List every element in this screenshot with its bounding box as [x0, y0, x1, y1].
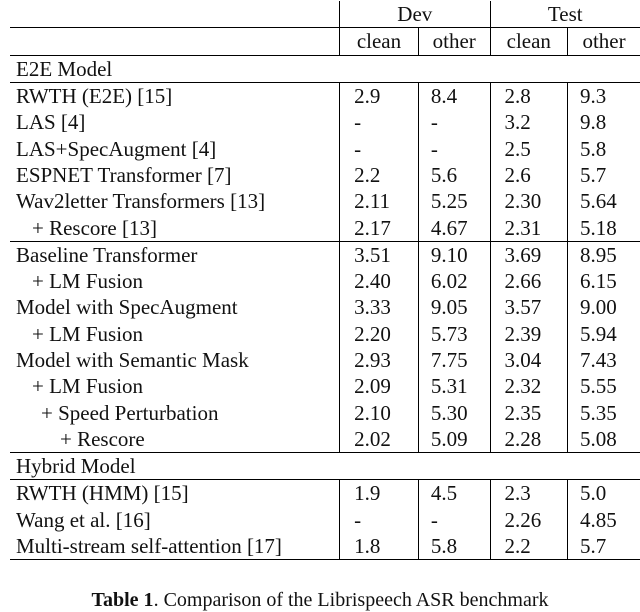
header-row-splits — [10, 1, 640, 28]
test-other-cell: 4.85 — [580, 507, 617, 532]
model-cell: Model with Semantic Mask — [10, 347, 340, 373]
e2e-row — [10, 162, 640, 188]
test-clean-cell: 3.57 — [490, 294, 568, 320]
dev-other-cell: 4.67 — [418, 214, 490, 241]
model-cell: LAS+SpecAugment [4] — [10, 135, 340, 161]
dev-clean-cell: 2.11 — [340, 188, 419, 214]
test-clean-cell: 2.66 — [490, 268, 568, 294]
dev-other-cell: 5.25 — [418, 188, 490, 214]
table-caption — [0, 588, 640, 612]
model-cell: ESPNET Transformer [7] — [10, 162, 340, 188]
test-clean-cell: 2.3 — [490, 480, 568, 507]
e2e-row — [10, 82, 640, 109]
header-test-other: other — [568, 28, 640, 55]
test-other-cell: 5.0 — [580, 481, 607, 506]
test-clean-cell: 2.39 — [490, 321, 568, 347]
section-e2e-row — [10, 55, 640, 82]
test-clean-cell: 2.8 — [490, 82, 568, 109]
test-other-cell: 9.8 — [580, 110, 607, 135]
ours-row — [10, 241, 640, 268]
ours-row — [10, 268, 640, 294]
dev-clean-cell: 1.9 — [340, 480, 419, 507]
test-other-cell: 8.95 — [568, 241, 640, 268]
model-cell: RWTH (E2E) [15] — [10, 82, 340, 109]
dev-clean-cell: 2.09 — [340, 373, 419, 399]
dev-clean-cell: 2.2 — [340, 162, 419, 188]
dev-other-cell: 9.10 — [418, 241, 490, 268]
dev-clean-cell: 3.33 — [340, 294, 419, 320]
test-other-cell: 7.43 — [580, 348, 617, 372]
dev-other-cell: 9.05 — [418, 294, 490, 320]
model-cell: Wang et al. [16] — [10, 507, 340, 533]
model-cell: + LM Fusion — [10, 373, 340, 399]
model-cell: + Rescore [13] — [10, 214, 340, 241]
test-other-cell: 5.35 — [580, 400, 617, 425]
section-hybrid-row — [10, 453, 640, 480]
test-clean-cell: 2.26 — [490, 507, 568, 533]
dev-other-cell: 5.73 — [418, 321, 490, 347]
test-other-cell: 6.15 — [580, 269, 617, 294]
model-cell: Wav2letter Transformers [13] — [10, 188, 340, 214]
test-clean-cell: 2.30 — [490, 188, 568, 214]
test-other-cell: 5.08 — [580, 426, 617, 451]
caption-label: Table 1 — [91, 589, 154, 611]
dev-clean-cell: 2.20 — [340, 321, 419, 347]
test-other-cell: 5.94 — [580, 321, 617, 346]
ours-row — [10, 426, 640, 453]
test-other-cell: 5.18 — [580, 215, 617, 240]
model-cell: Baseline Transformer — [10, 241, 340, 268]
section-e2e-label: E2E Model — [10, 55, 640, 82]
test-other-cell: 9.3 — [580, 84, 607, 109]
test-clean-cell: 2.32 — [490, 373, 568, 399]
model-cell: Multi-stream self-attention [17] — [10, 533, 340, 560]
model-cell: RWTH (HMM) [15] — [10, 480, 340, 507]
dev-clean-cell: - — [340, 109, 419, 135]
ours-row — [10, 294, 640, 320]
dev-clean-cell: 2.10 — [340, 399, 419, 425]
model-cell: LAS [4] — [10, 109, 340, 135]
dev-other-cell: - — [418, 507, 490, 533]
dev-clean-cell: 2.93 — [340, 347, 419, 373]
test-other-cell: 5.55 — [580, 374, 617, 399]
test-other-cell: 5.7 — [580, 162, 607, 187]
dev-other-cell: 5.8 — [418, 533, 490, 560]
model-cell: + Speed Perturbation — [10, 399, 340, 425]
header-test-clean: clean — [490, 28, 568, 55]
test-clean-cell: 2.31 — [490, 214, 568, 241]
header-dev-clean: clean — [340, 28, 419, 55]
test-other-cell: 5.7 — [568, 533, 640, 560]
test-clean-cell: 2.5 — [490, 135, 568, 161]
hybrid-row — [10, 480, 640, 507]
dev-clean-cell: 1.8 — [340, 533, 419, 560]
e2e-row — [10, 135, 640, 161]
dev-clean-cell: 2.9 — [340, 82, 419, 109]
test-clean-cell: 2.2 — [490, 533, 568, 560]
hybrid-row — [10, 533, 640, 560]
model-cell: + LM Fusion — [10, 268, 340, 294]
test-clean-cell: 3.2 — [490, 109, 568, 135]
dev-other-cell: 5.31 — [418, 373, 490, 399]
test-clean-cell: 2.6 — [490, 162, 568, 188]
header-model-empty-2 — [10, 28, 340, 55]
model-cell: + Rescore — [10, 426, 340, 453]
dev-other-cell: 5.6 — [418, 162, 490, 188]
dev-other-cell: - — [418, 109, 490, 135]
dev-clean-cell: - — [340, 507, 419, 533]
results-table — [10, 1, 640, 560]
header-model-empty — [10, 1, 340, 28]
hybrid-row — [10, 507, 640, 533]
e2e-row — [10, 214, 640, 241]
test-clean-cell: 2.28 — [490, 426, 568, 453]
dev-other-cell: 8.4 — [418, 82, 490, 109]
header-test: Test — [490, 1, 640, 28]
header-dev: Dev — [340, 1, 490, 28]
test-other-cell: 5.64 — [580, 189, 617, 214]
test-clean-cell: 2.35 — [490, 399, 568, 425]
e2e-row — [10, 188, 640, 214]
ours-row — [10, 373, 640, 399]
results-table-body — [10, 1, 640, 560]
dev-other-cell: 6.02 — [418, 268, 490, 294]
test-other-cell: 5.8 — [580, 136, 607, 161]
e2e-row — [10, 109, 640, 135]
caption-text: . Comparison of the Librispeech ASR benchmark — [153, 589, 549, 611]
test-other-cell: 9.00 — [580, 295, 617, 320]
dev-other-cell: - — [418, 135, 490, 161]
ours-row — [10, 321, 640, 347]
test-clean-cell: 3.04 — [490, 347, 568, 373]
ours-row — [10, 399, 640, 425]
model-cell: + LM Fusion — [10, 321, 340, 347]
ours-row — [10, 347, 640, 373]
dev-other-cell: 5.09 — [418, 426, 490, 453]
header-row-subsets — [10, 28, 640, 55]
dev-clean-cell: 2.17 — [340, 214, 419, 241]
dev-clean-cell: 2.02 — [340, 426, 419, 453]
dev-other-cell: 7.75 — [418, 347, 490, 373]
header-dev-other: other — [418, 28, 490, 55]
dev-clean-cell: 3.51 — [340, 241, 419, 268]
dev-clean-cell: 2.40 — [340, 268, 419, 294]
dev-clean-cell: - — [340, 135, 419, 161]
section-hybrid-label: Hybrid Model — [10, 453, 640, 480]
model-cell: Model with SpecAugment — [10, 294, 340, 320]
dev-other-cell: 4.5 — [418, 480, 490, 507]
dev-other-cell: 5.30 — [418, 399, 490, 425]
test-clean-cell: 3.69 — [490, 241, 568, 268]
